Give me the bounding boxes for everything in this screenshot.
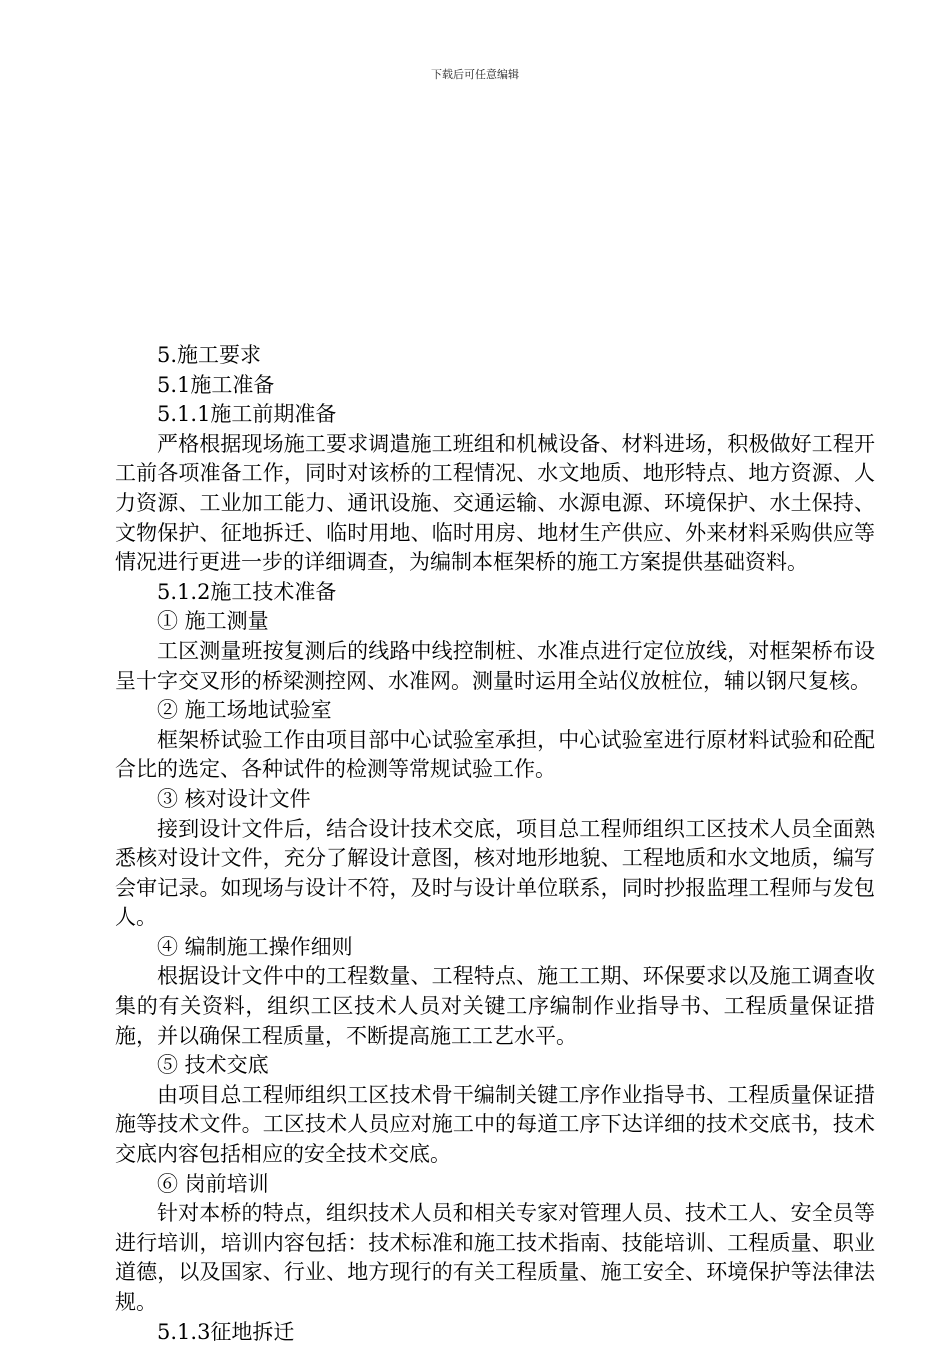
section-heading: 5.施工要求 <box>157 343 262 367</box>
body-paragraph: 针对本桥的特点，组织技术人员和相关专家对管理人员、技术工人、安全员等进行培训，培训内容包括：技术标准和施工技术指南、技能培训、工程质量、职业道德，以及国家、行业、地方现行的有关工程质量、施工安全、环境保护等法律法规。 <box>115 1201 875 1314</box>
body-paragraph: 框架桥试验工作由项目部中心试验室承担，中心试验室进行原材料试验和砼配合比的选定、各种试件的检测等常规试验工作。 <box>115 727 875 782</box>
body-paragraph: 严格根据现场施工要求调遣施工班组和机械设备、材料进场，积极做好工程开工前各项准备工作，同时对该桥的工程情况、水文地质、地形特点、地方资源、人力资源、工业加工能力、通讯设施、交通运输、水源电源、环境保护、水土保持、文物保护、征地拆迁、临时用地、临时用房、地材生产供应、外来材料采购供应等情况进行更进一步的详细调查，为编制本框架桥的施工方案提供基础资料。 <box>115 431 875 575</box>
body-paragraph: 工区测量班按复测后的线路中线控制桩、水准点进行定位放线，对框架桥布设呈十字交叉形的桥梁测控网、水准网。测量时运用全站仪放桩位，辅以钢尺复核。 <box>115 638 875 693</box>
item-heading: ③ 核对设计文件 <box>157 786 311 811</box>
item-heading: ① 施工测量 <box>157 609 269 634</box>
page-header: 下载后可任意编辑 <box>431 68 519 81</box>
section-heading: 5.1.3征地拆迁 <box>157 1319 295 1344</box>
body-paragraph: 由项目总工程师组织工区技术骨干编制关键工序作业指导书、工程质量保证措施等技术文件。工区技术人员应对施工中的每道工序下达详细的技术交底书，技术交底内容包括相应的安全技术交底。 <box>115 1082 875 1167</box>
item-heading: ⑥ 岗前培训 <box>157 1171 269 1196</box>
section-heading: 5.1.2施工技术准备 <box>157 579 337 604</box>
section-heading: 5.1.1施工前期准备 <box>157 402 337 427</box>
document-body <box>115 341 875 1347</box>
item-heading: ② 施工场地试验室 <box>157 698 332 723</box>
body-paragraph: 接到设计文件后，结合设计技术交底，项目总工程师组织工区技术人员全面熟悉核对设计文件，充分了解设计意图，核对地形地貌、工程地质和水文地质，编写会审记录。如现场与设计不符，及时与设计单位联系，同时抄报监理工程师与发包人。 <box>115 816 875 930</box>
item-heading: ④ 编制施工操作细则 <box>157 934 353 959</box>
section-heading: 5.1施工准备 <box>157 372 275 397</box>
item-heading: ⑤ 技术交底 <box>157 1053 269 1078</box>
body-paragraph: 根据设计文件中的工程数量、工程特点、施工工期、环保要求以及施工调查收集的有关资料，组织工区技术人员对关键工序编制作业指导书、工程质量保证措施，并以确保工程质量，不断提高施工工艺水平。 <box>115 964 875 1048</box>
